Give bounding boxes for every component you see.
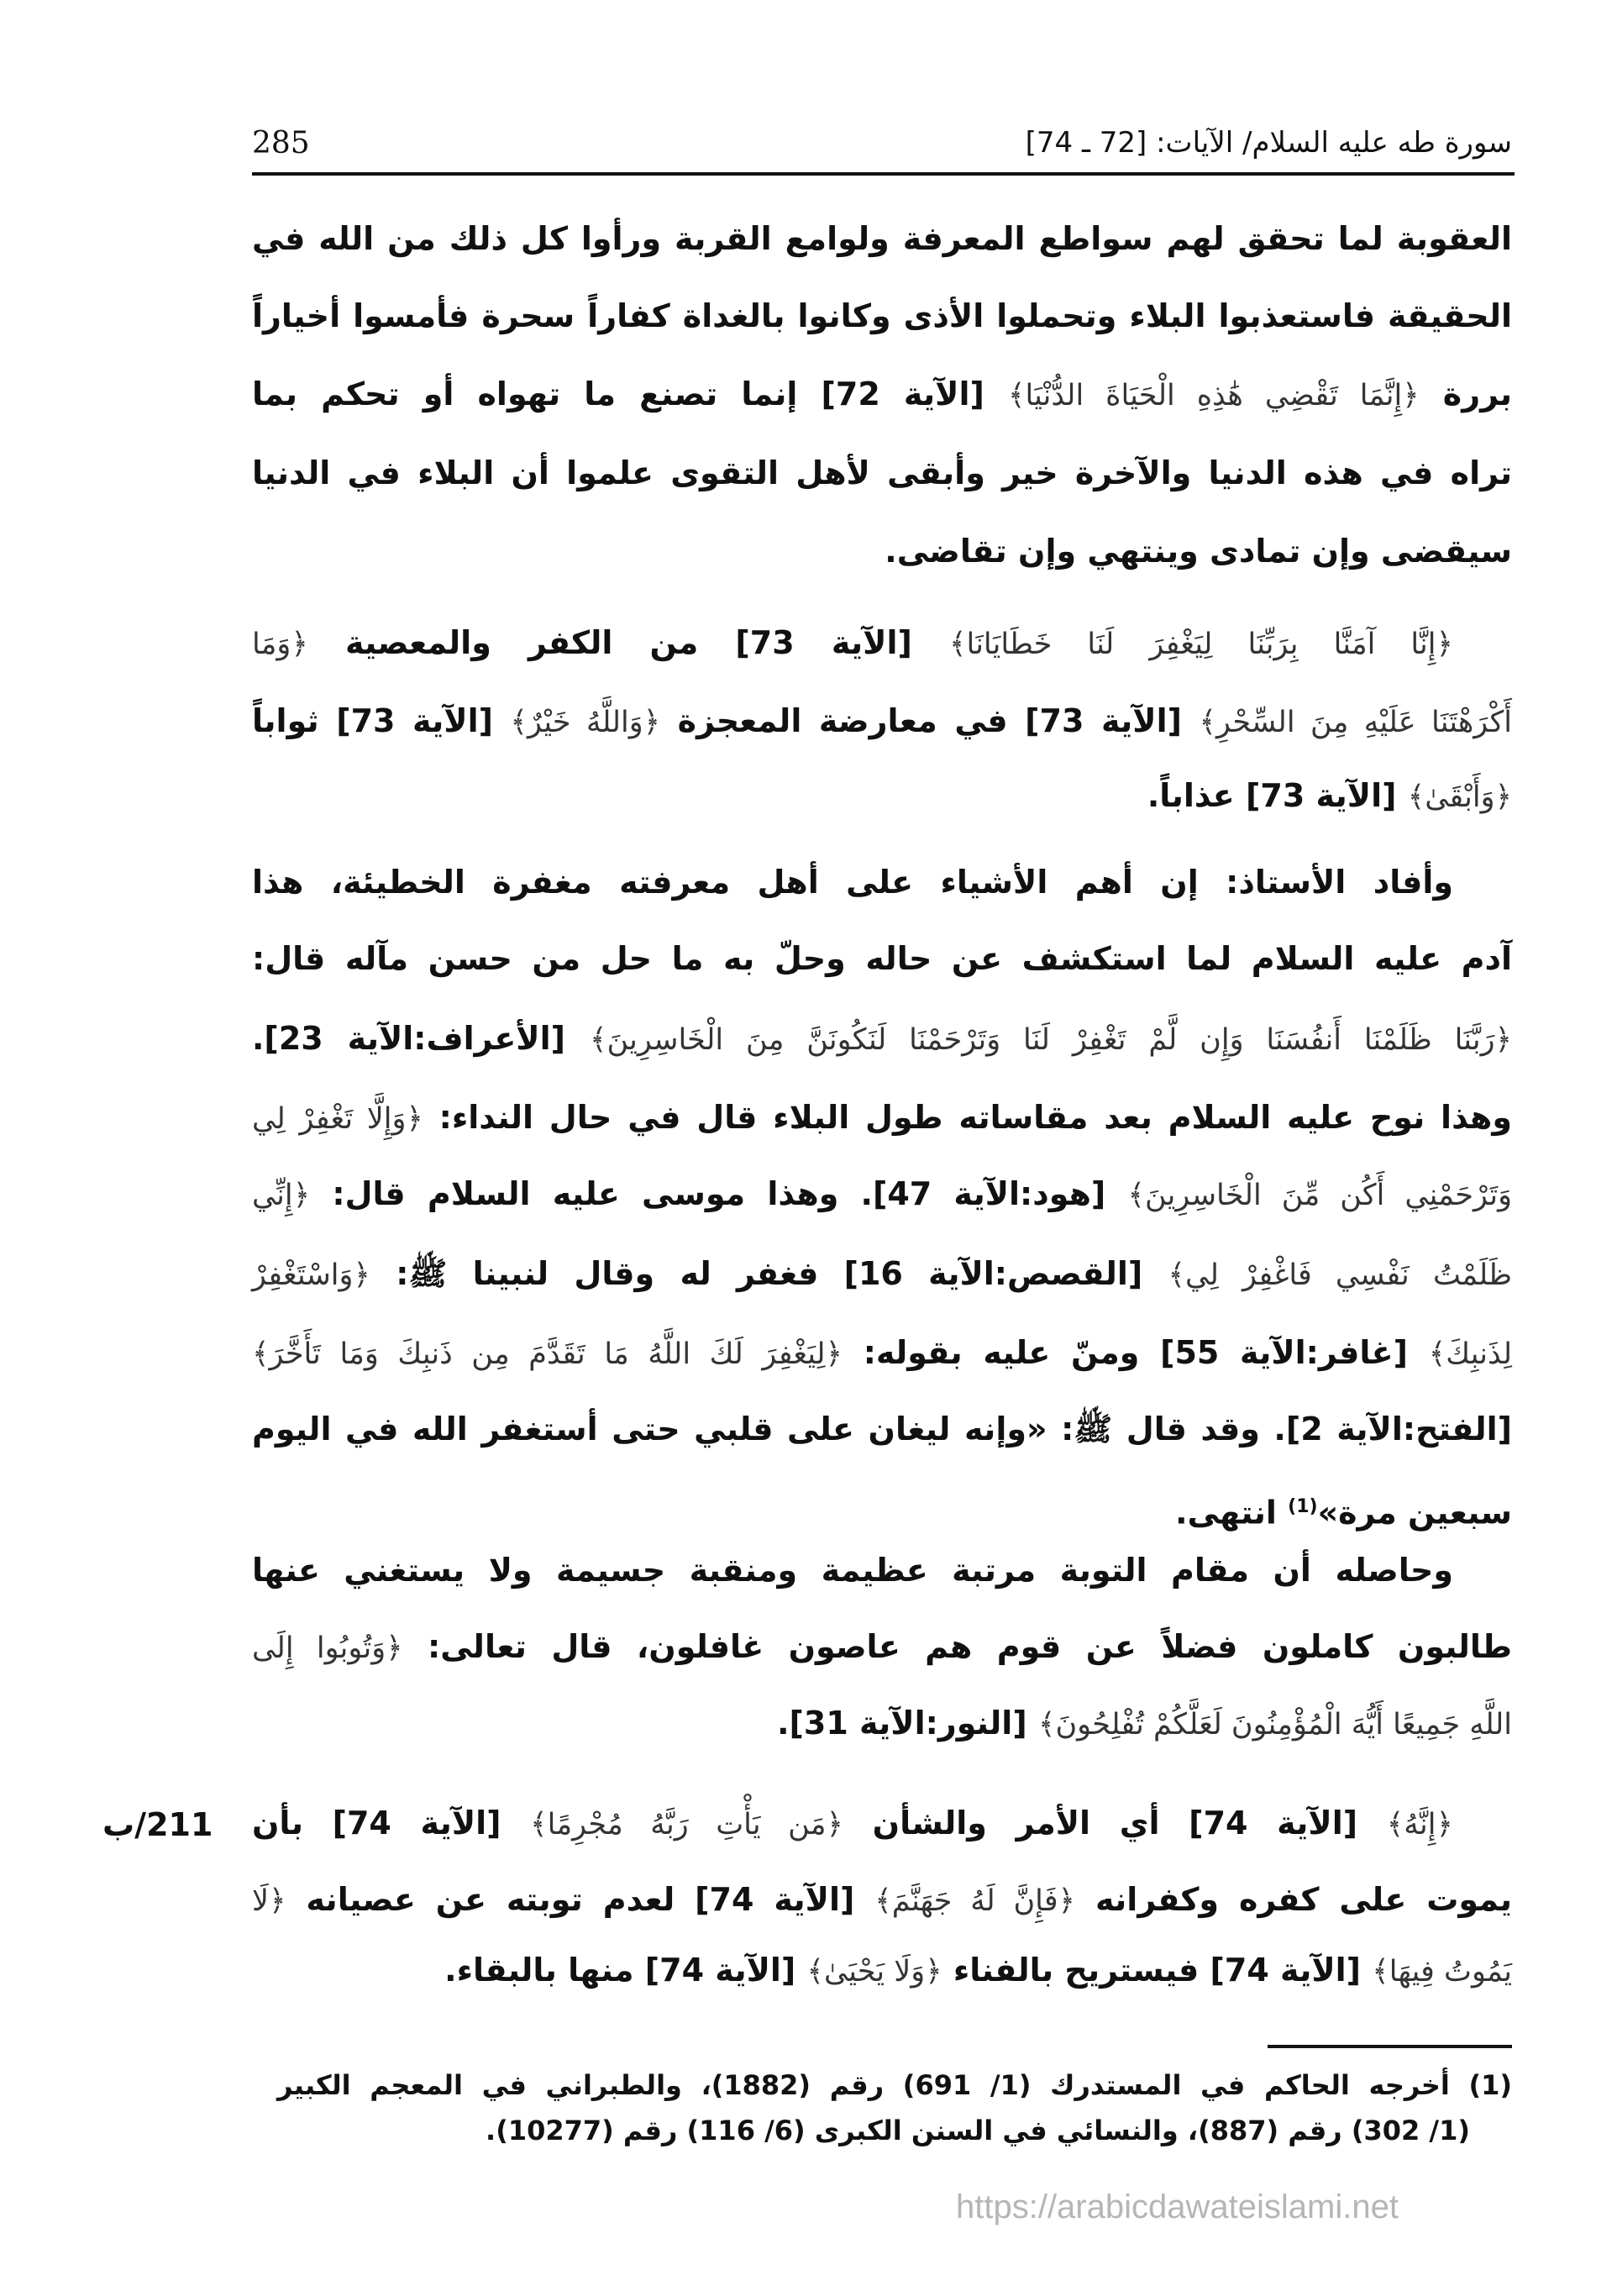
text-line xyxy=(252,1092,1512,1143)
body-text-run: يموت على كفره وكفرانه xyxy=(1075,1881,1512,1918)
body-text-run: الحقيقة فاستعذبوا البلاء وتحملوا الأذى وكانوا بالغداة كفاراً سحرة فأمسوا أخياراً xyxy=(252,297,1512,334)
body-text-run: وأفاد الأستاذ: إن أهم الأشياء على أهل معرفته مغفرة الخطيئة، هذا xyxy=(252,864,1453,901)
manuscript-folio-note: 211/ب xyxy=(102,1806,213,1843)
quran-quote: ﴿وَاللَّهُ خَيْرٌ﴾ xyxy=(510,706,661,739)
body-text-run: وهذا نوح عليه السلام بعد مقاساته طول البلاء قال في حال النداء: xyxy=(423,1099,1512,1136)
body-text-run: [الآية 73] ثواباً xyxy=(252,702,511,739)
text-line xyxy=(252,1545,1453,1595)
quran-quote: ﴿مَن يَأْتِ رَبَّهُ مُجْرِمًا﴾ xyxy=(530,1808,843,1842)
body-text-run: [الأعراف:الآية 23]. xyxy=(252,1020,590,1057)
quran-quote: ﴿لِيَغْفِرَ لَكَ اللَّهُ مَا تَقَدَّمَ مِن ذَنبِكَ وَمَا تَأَخَّرَ﴾ xyxy=(252,1337,843,1371)
quran-quote: يَمُوتُ فِيهَا﴾ xyxy=(1372,1955,1512,1989)
text-line xyxy=(252,1013,1512,1064)
body-text-run: [الآية 74] فيستريح بالفناء xyxy=(942,1952,1373,1989)
quran-quote: ﴿إِنِّي xyxy=(252,1179,311,1212)
body-text-run: [الفتح:الآية 2]. وقد قال ﷺ: «وإنه ليغان على قلبي حتى أستغفر الله في اليوم xyxy=(252,1411,1512,1447)
quran-quote: اللَّهِ جَمِيعًا أَيُّهَ الْمُؤْمِنُونَ لَعَلَّكُمْ تُفْلِحُونَ﴾ xyxy=(1037,1708,1512,1742)
watermark-url: https://arabicdawateislami.net xyxy=(956,2188,1399,2225)
text-line xyxy=(252,933,1512,984)
running-header-title: سورة طه عليه السلام/ الآيات: [72 ـ 74] xyxy=(1025,126,1512,160)
body-text-run: العقوبة لما تحقق لهم سواطع المعرفة ولوامع القربة ورأوا كل ذلك من الله في xyxy=(252,220,1512,257)
footnote-marker: (1) xyxy=(1288,1496,1318,1517)
body-text-run: [الآية 74] أي الأمر والشأن xyxy=(843,1805,1387,1842)
body-text-run: طالبون كاملون فضلاً عن قوم هم عاصون غافلون، قال تعالى: xyxy=(402,1628,1512,1665)
quran-quote: ﴿فَإِنَّ لَهُ جَهَنَّمَ﴾ xyxy=(874,1884,1076,1918)
body-text-run: [الآية 74] لعدم توبته عن عصيانه xyxy=(286,1881,875,1918)
text-line xyxy=(252,1698,1512,1748)
body-text-run: [الآية 74] منها بالبقاء. xyxy=(444,1952,807,1989)
body-text-run: [الآية 74] بأن xyxy=(252,1805,531,1842)
quran-quote: لِذَنبِكَ﴾ xyxy=(1428,1337,1513,1371)
quran-quote: ﴿وَتُوبُوا إِلَى xyxy=(252,1631,403,1665)
text-line xyxy=(252,526,1512,576)
text-line xyxy=(252,857,1453,907)
text-line xyxy=(252,1327,1512,1378)
header-rule xyxy=(252,172,1515,176)
text-line xyxy=(252,1621,1512,1672)
quran-quote: ﴿لَا xyxy=(252,1884,286,1918)
text-line xyxy=(252,213,1512,264)
text-line xyxy=(252,770,1512,821)
quran-quote: ﴿وَإِلَّا تَغْفِرْ لِي xyxy=(252,1102,423,1136)
body-text-run: [الآية 73] عذاباً. xyxy=(1147,777,1408,814)
text-line xyxy=(252,369,1512,419)
quran-quote: وَتَرْحَمْنِي أَكُن مِّنَ الْخَاسِرِينَ﴾ xyxy=(1127,1179,1512,1212)
quran-quote: ﴿وَلَا يَحْيَىٰ﴾ xyxy=(806,1955,942,1989)
text-line xyxy=(252,1945,1512,1995)
body-text-run: بررة xyxy=(1419,376,1512,412)
footnote-line: (1/ 302) رقم (887)، والنسائي في السنن الكبرى (6/ 116) رقم (10277). xyxy=(486,2115,1470,2146)
quran-quote: ﴿رَبَّنَا ظَلَمْنَا أَنفُسَنَا وَإِن لَّمْ تَغْفِرْ لَنَا وَتَرْحَمْنَا لَنَكُونَنَّ مِنَ الْخَاسِرِينَ﴾ xyxy=(589,1023,1512,1057)
body-text-run: [هود:الآية 47]. وهذا موسى عليه السلام قال: xyxy=(310,1175,1128,1212)
text-line xyxy=(252,291,1512,341)
body-text-run: [الآية 73] في معارضة المعجزة xyxy=(660,702,1200,739)
footnote-rule xyxy=(1268,2045,1512,2048)
body-text-run: [القصص:الآية 16] فغفر له وقال لنبينا ﷺ: xyxy=(370,1255,1168,1292)
quran-quote: أَكْرَهْتَنَا عَلَيْهِ مِنَ السِّحْرِ﴾ xyxy=(1199,706,1512,739)
quran-quote: ﴿وَمَا xyxy=(252,628,308,661)
quran-quote: ﴿إِنَّمَا تَقْضِي هَٰذِهِ الْحَيَاةَ الدُّنْيَا﴾ xyxy=(1007,379,1420,412)
body-text-run: تراه في هذه الدنيا والآخرة خير وأبقى لأهل التقوى علموا أن البلاء في الدنيا xyxy=(252,454,1512,491)
body-text-run: سبعين مرة» xyxy=(1317,1494,1512,1532)
quran-quote: ظَلَمْتُ نَفْسِي فَاغْفِرْ لِي﴾ xyxy=(1168,1258,1512,1292)
quran-quote: ﴿وَأَبْقَىٰ﴾ xyxy=(1407,780,1512,814)
text-line xyxy=(252,696,1512,746)
body-text-run: [غافر:الآية 55] ومنّ عليه بقوله: xyxy=(843,1334,1429,1371)
text-line xyxy=(252,617,1453,668)
body-text-run: [النور:الآية 31]. xyxy=(777,1705,1038,1742)
quran-quote: ﴿إِنَّهُ﴾ xyxy=(1386,1808,1453,1842)
page-number: 285 xyxy=(252,126,310,160)
text-line xyxy=(252,1798,1453,1848)
text-line xyxy=(252,448,1512,498)
body-text-run: انتهى. xyxy=(1175,1494,1289,1532)
body-text-run: [الآية 72] إنما تصنع ما تهواه أو تحكم بما xyxy=(252,376,1008,412)
text-line xyxy=(252,1169,1512,1219)
body-text-run: وحاصله أن مقام التوبة مرتبة عظيمة ومنقبة جسيمة ولا يستغني عنها xyxy=(252,1552,1453,1589)
quran-quote: ﴿إِنَّا آمَنَّا بِرَبِّنَا لِيَغْفِرَ لَنَا خَطَايَانَا﴾ xyxy=(949,628,1454,661)
footnote-line: (1) أخرجه الحاكم في المستدرك (1/ 691) رقم (1882)، والطبراني في المعجم الكبير xyxy=(277,2069,1513,2101)
text-line xyxy=(252,1874,1512,1925)
quran-quote: ﴿وَاسْتَغْفِرْ xyxy=(252,1258,370,1292)
text-line xyxy=(252,1404,1512,1454)
body-text-run: سيقضى وإن تمادى وينتهي وإن تقاضى. xyxy=(885,533,1512,570)
text-line xyxy=(252,1248,1512,1299)
body-text-run: [الآية 73] من الكفر والمعصية xyxy=(307,624,950,661)
body-text-run: آدم عليه السلام لما استكشف عن حاله وحلّ به ما حل من حسن مآله قال: xyxy=(252,940,1512,977)
text-line xyxy=(252,1482,1512,1532)
